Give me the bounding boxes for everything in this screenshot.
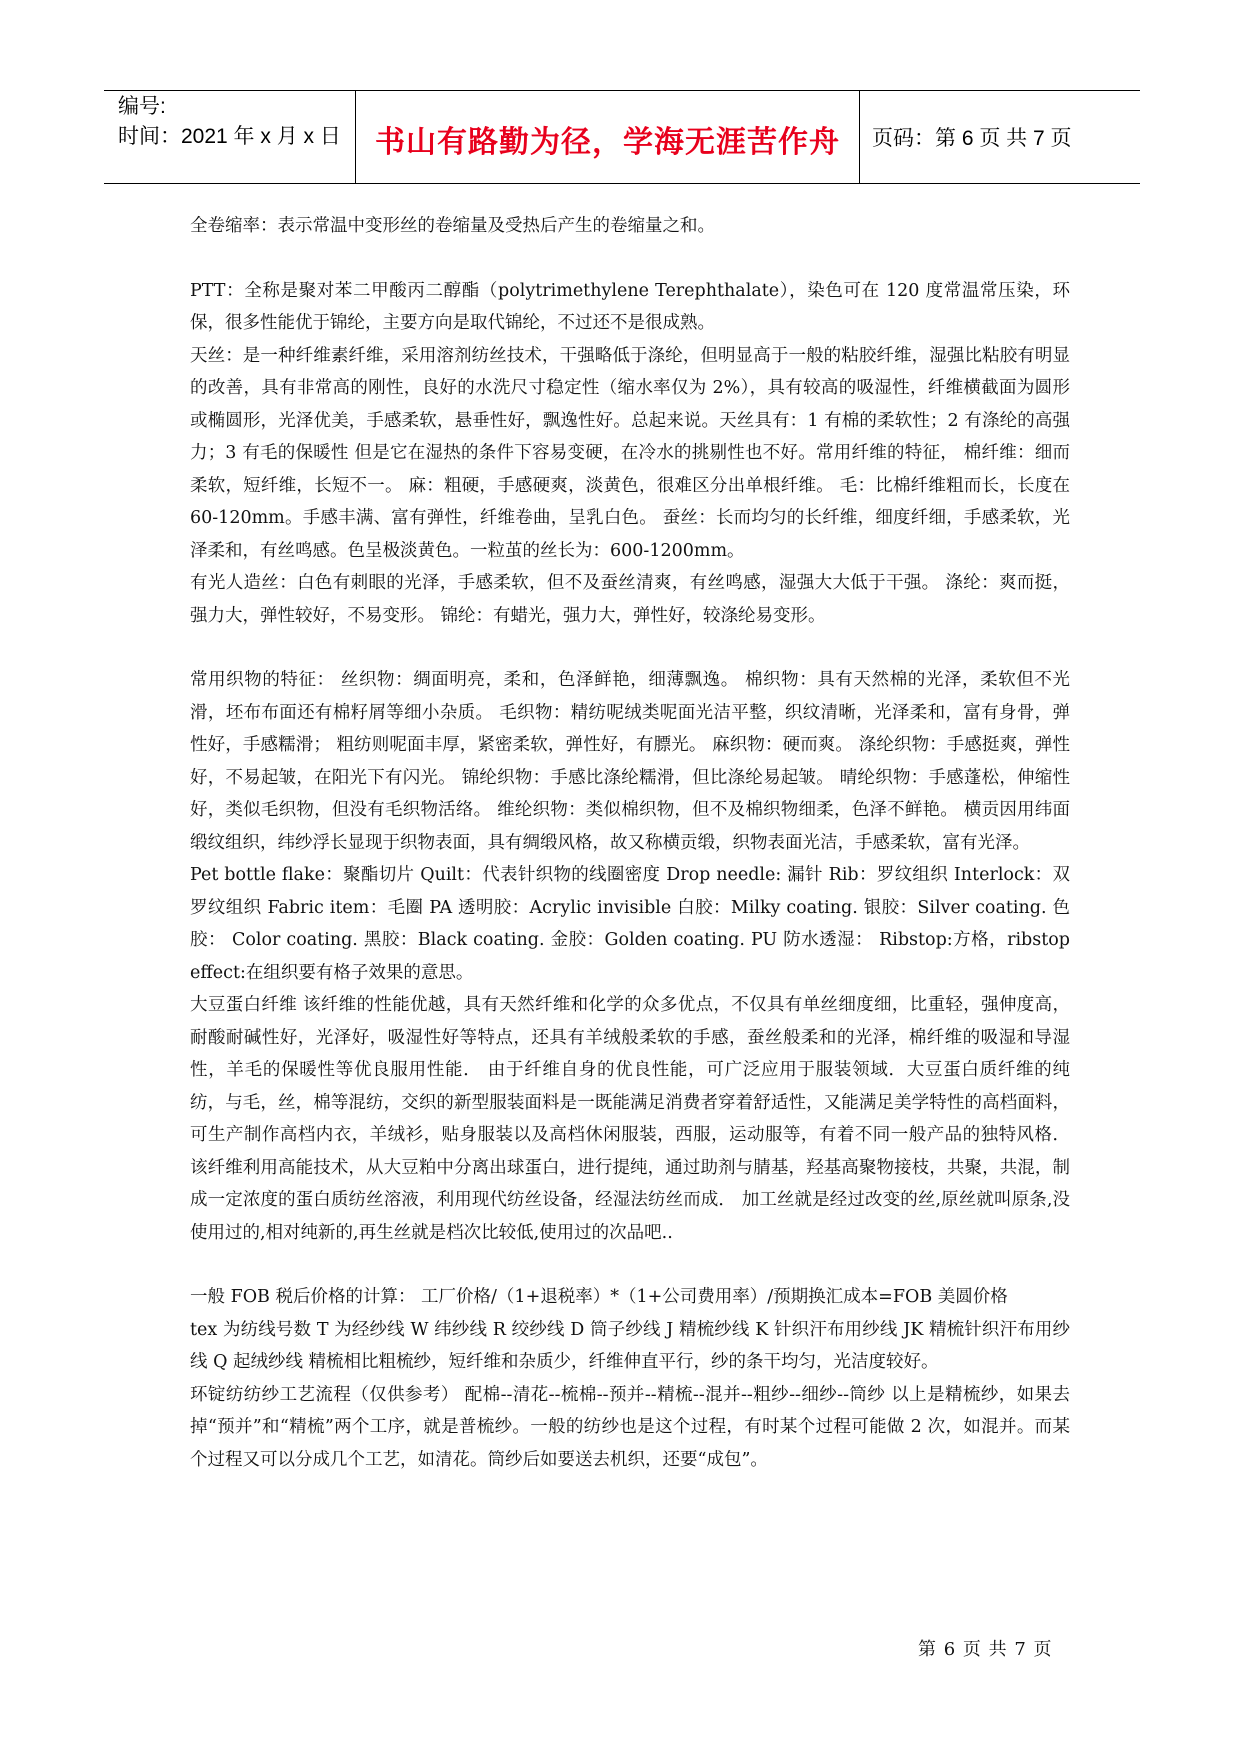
paragraph-yarn-codes: tex 为纺线号数 T 为经纱线 W 纬纱线 R 绞纱线 D 筒子纱线 J 精梳纱线 K 针织汗布用纱线 JK 精梳针织汗布用纱线 Q 起绒纱线 精梳相比粗梳纱，短纤维和杂质少，纤维伸直平行，纱的条干均匀，光洁度较好。 [190,1319,1070,1372]
header-motto: 书山有路勤为径，学海无涯苦作舟 [375,125,840,160]
header-divider-right [859,90,860,183]
paragraph-tencel-fibers: 天丝：是一种纤维素纤维，采用溶剂纺丝技术，干强略低于涤纶，但明显高于一般的粘胶纤维，湿强比粘胶有明显的改善，具有非常高的刚性，良好的水洗尺寸稳定性（缩水率仅为 2%），具有较高的吸湿性，纤维横截面为圆形或椭圆形，光泽优美，手感柔软，悬垂性好，飘逸性好。总起来说。天丝具有：1 有棉的柔软性；2 有涤纶的高强力；3 有毛的保暖性 但是它在湿热的条件下容易变硬，在冷水的挑剔性也不好。常用纤维的特征， 棉纤维：细而柔软，短纤维，长短不一。 麻：粗硬，手感硬爽，淡黄色，很难区分出单根纤维。 毛：比棉纤维粗而长，长度在 60-120mm。手感丰满、富有弹性，纤维卷曲，呈乳白色。 蚕丝：长而均匀的长纤维，细度纤细，手感柔软，光泽柔和，有丝鸣感。色呈极淡黄色。一粒茧的丝长为：600-1200mm。 [190,345,1070,561]
document-body [190,210,1070,1476]
header-meta [118,92,341,152]
paragraph-soy-protein: 大豆蛋白纤维 该纤维的性能优越，具有天然纤维和化学的众多优点，不仅具有单丝细度细，比重轻，强伸度高，耐酸耐碱性好，光泽好，吸湿性好等特点，还具有羊绒般柔软的手感，蚕丝般柔和的光泽，棉纤维的吸湿和导湿性，羊毛的保暖性等优良服用性能． 由于纤维自身的优良性能，可广泛应用于服装领域．大豆蛋白质纤维的纯纺，与毛，丝，棉等混纺，交织的新型服装面料是一既能满足消费者穿着舒适性，又能满足美学特性的高档面料，可生产制作高档内衣，羊绒衫，贴身服装以及高档休闲服装，西服，运动服等，有着不同一般产品的独特风格． 该纤维利用高能技术，从大豆粕中分离出球蛋白，进行提纯，通过助剂与腈基，羟基高聚物接枝，共聚，共混，制成一定浓度的蛋白质纺丝溶液，利用现代纺丝设备，经湿法纺丝而成． 加工丝就是经过改变的丝,原丝就叫原条,没使用过的,相对纯新的,再生丝就是档次比较低,使用过的次品吧.. [190,995,1070,1243]
document-number: 编号: [118,95,166,118]
paragraph-fabrics: 常用织物的特征： 丝织物：绸面明亮，柔和，色泽鲜艳，细薄飘逸。 棉织物：具有天然棉的光泽，柔软但不光滑，坯布布面还有棉籽屑等细小杂质。 毛织物：精纺呢绒类呢面光洁平整，织纹清晰，光泽柔和，富有身骨，弹性好，手感糯滑； 粗纺则呢面丰厚，紧密柔软，弹性好，有膘光。 麻织物：硬而爽。 涤纶织物：手感挺爽，弹性好，不易起皱，在阳光下有闪光。 锦纶织物：手感比涤纶糯滑，但比涤纶易起皱。 晴纶织物：手感蓬松，伸缩性好，类似毛织物，但没有毛织物活络。 维纶织物：类似棉织物，但不及棉织物细柔，色泽不鲜艳。 横贡因用纬面缎纹组织，纬纱浮长显现于织物表面，具有绸缎风格，故又称横贡缎，织物表面光洁，手感柔软，富有光泽。 [190,670,1070,853]
paragraph-ptt: PTT：全称是聚对苯二甲酸丙二醇酯（polytrimethylene Terephthalate），染色可在 120 度常温常压染，环保，很多性能优于锦纶，主要方向是取代锦纶，不过还不是很成熟。 [190,280,1070,333]
header-page-number: 页码：第 6 页 共 7 页 [872,127,1072,150]
paragraph-glossary: Pet bottle flake：聚酯切片 Quilt：代表针织物的线圈密度 Drop needle: 漏针 Rib：罗纹组织 Interlock：双罗纹组织 Fabric item：毛圈 PA 透明胶：Acrylic invisible 白胶：Milky coating. 银胶：Silver coating. 色胶： Color coating. 黑胶：Black coating. 金胶：Golden coating. PU 防水透湿： Ribstop:方格，ribstop effect:在组织要有格子效果的意思。 [190,865,1070,983]
page-footer: 第 6 页 共 7 页 [918,1639,1053,1660]
paragraph-rayon-polyester: 有光人造丝：白色有刺眼的光泽，手感柔软，但不及蚕丝清爽，有丝鸣感，湿强大大低于干强。 涤纶：爽而挺，强力大，弹性较好，不易变形。 锦纶：有蜡光，强力大，弹性好，较涤纶易变形。 [190,573,1070,626]
paragraph-fob-price: 一般 FOB 税后价格的计算： 工厂价格/（1+退税率）*（1+公司费用率）/预期换汇成本=FOB 美圆价格 [190,1287,1008,1307]
document-time: 时间：2021 年 x 月 x 日 [118,125,341,148]
header-bottom-rule [104,183,1140,184]
header-top-rule [104,90,1140,91]
paragraph-crimp: 全卷缩率：表示常温中变形丝的卷缩量及受热后产生的卷缩量之和。 [190,216,715,236]
paragraph-ring-spinning: 环锭纺纺纱工艺流程（仅供参考） 配棉--清花--梳棉--预并--精梳--混并--粗纱--细纱--筒纱 以上是精梳纱，如果去掉“预并”和“精梳”两个工序，就是普梳纱。一般的纺纱也是这个过程，有时某个过程可能做 2 次，如混并。而某个过程又可以分成几个工艺，如清花。筒纱后如要送去机织，还要“成包”。 [190,1384,1070,1470]
